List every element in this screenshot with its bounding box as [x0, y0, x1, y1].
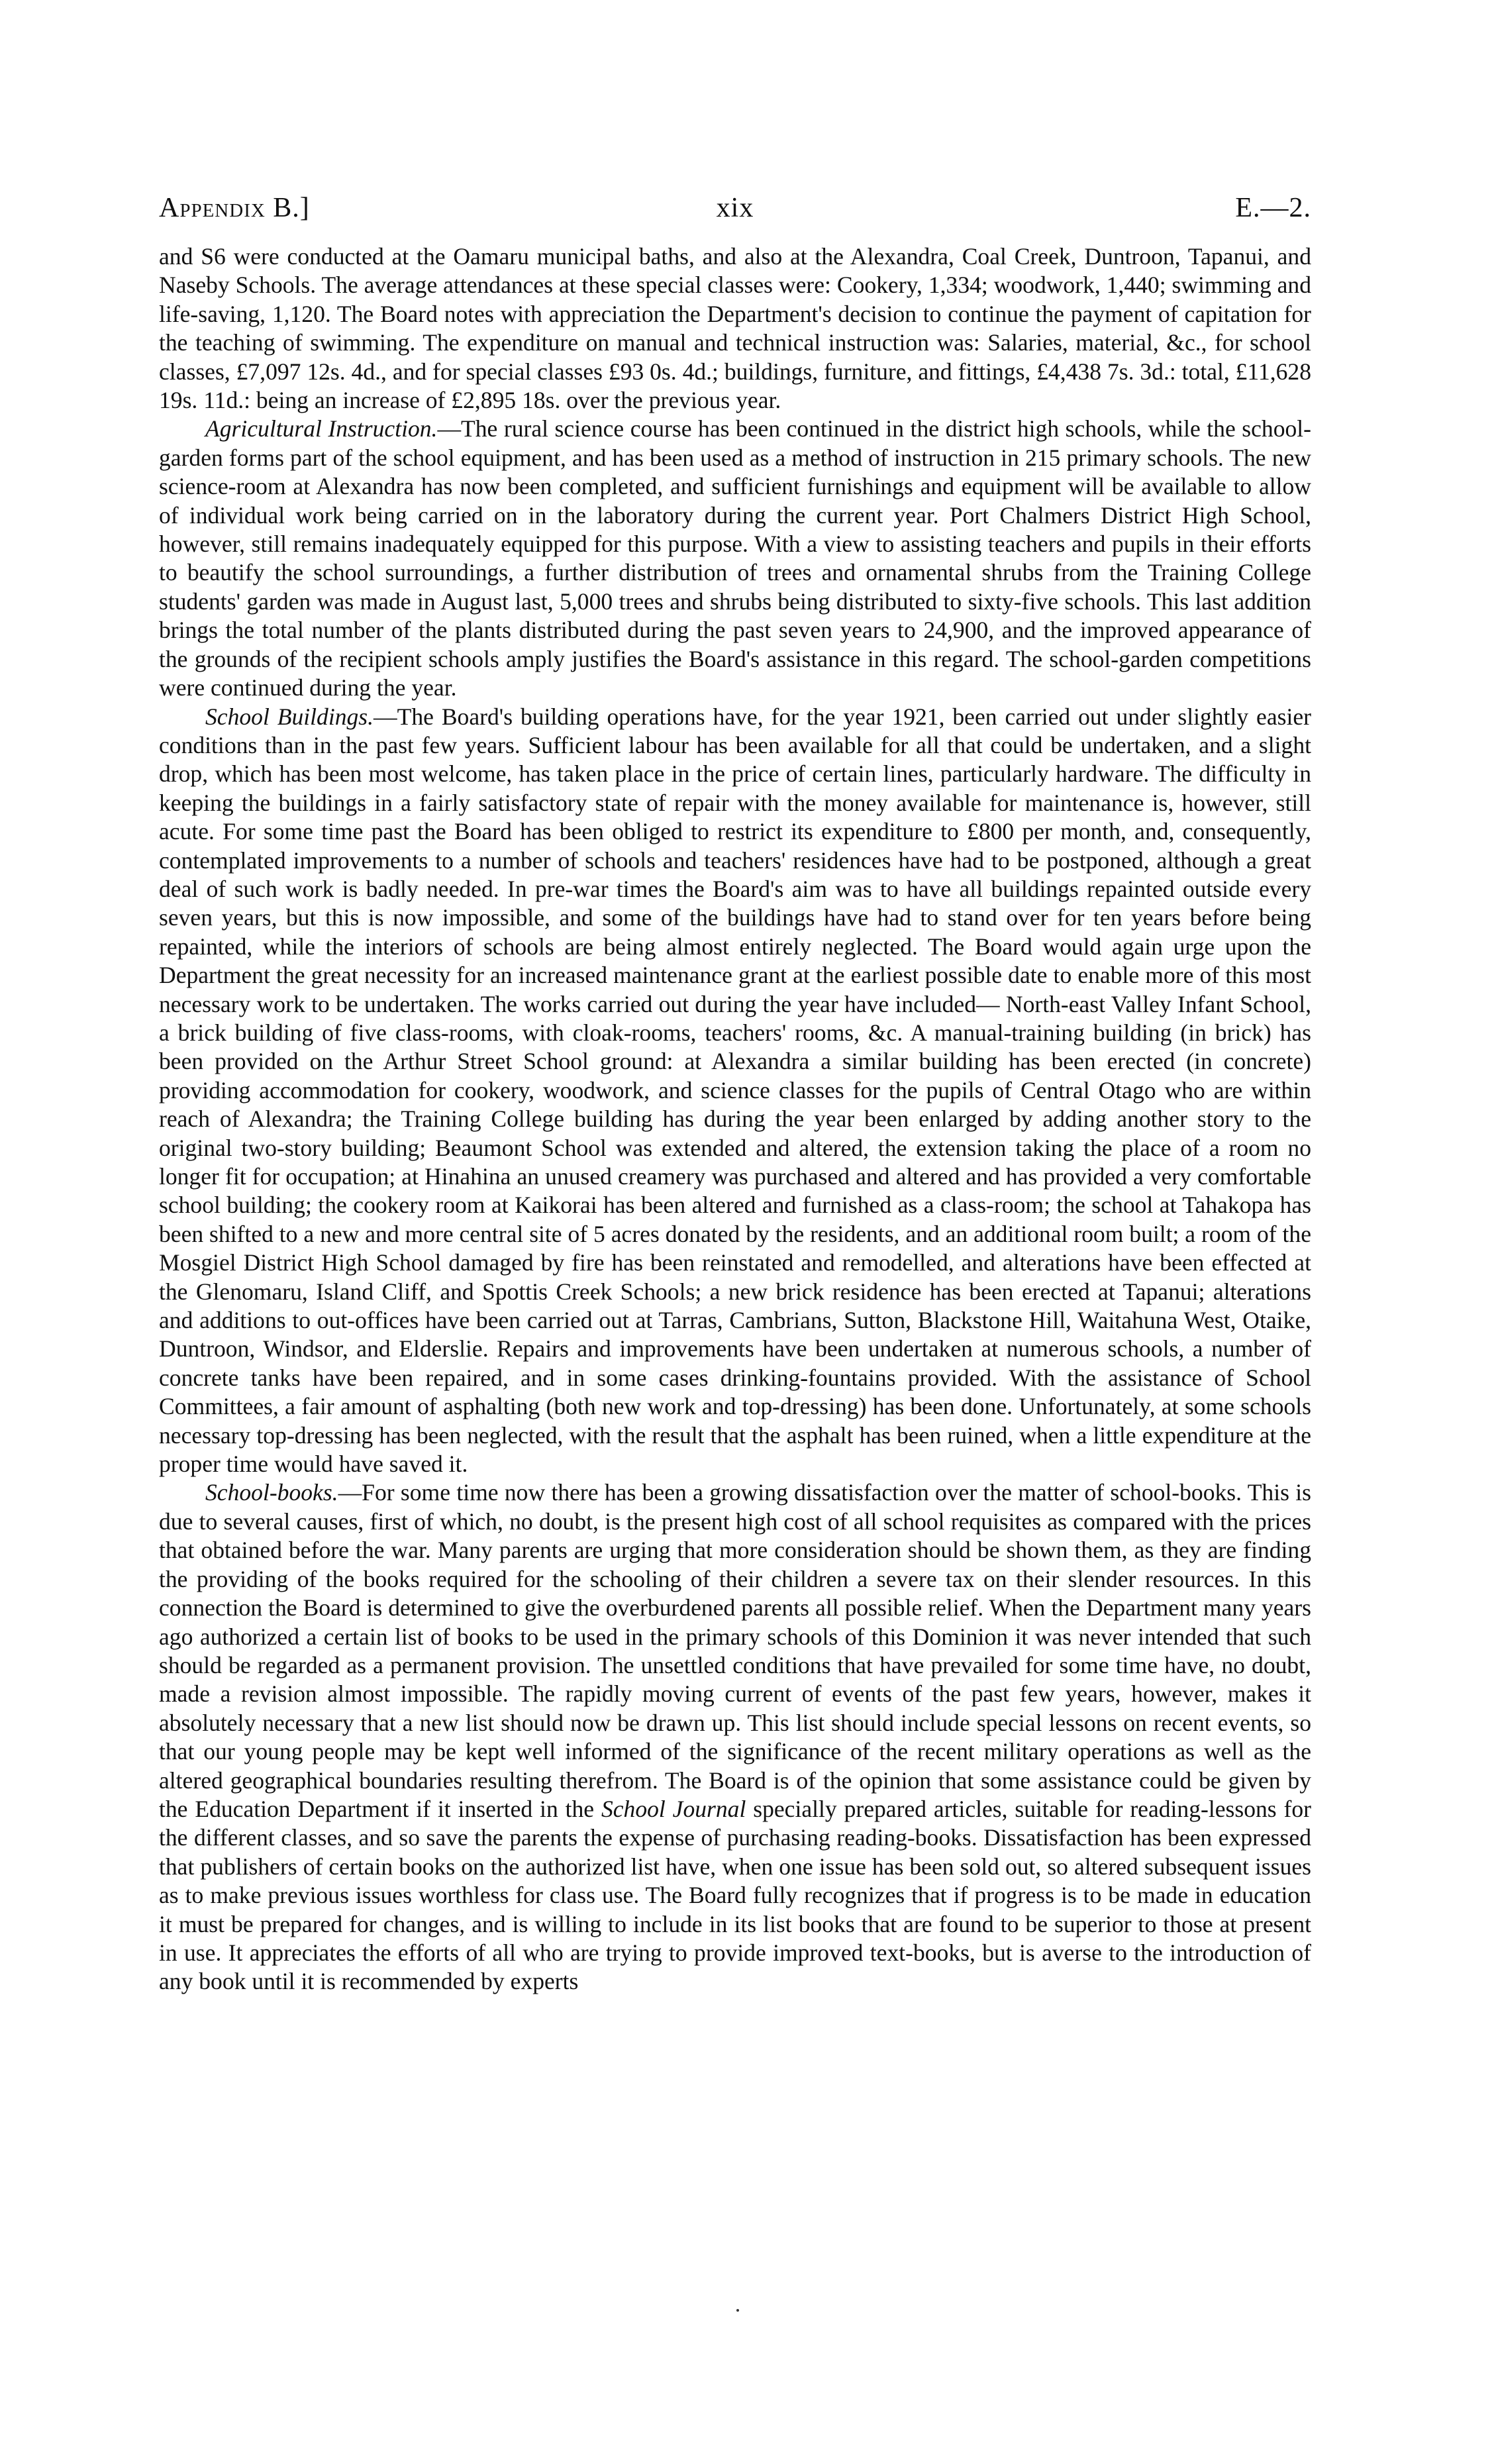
section-heading-books: School-books. [205, 1479, 338, 1506]
paragraph-text: —The Board's building operations have, for the year 1921, been carried out under slightly easier conditions than in the past few years. Sufficient labour has been available for all that could be undertaken, and a slight drop, which has been most welcome, has taken place in the price of certain lines, particularly hardware. The difficulty in keeping the buildings in a fairly satisfactory state of repair with the money available for maintenance is, however, still acute. For some time past the Board has been obliged to restrict its expenditure to £800 per month, and, consequently, contemplated improvements to a number of schools and teachers' residences have had to be postponed, although a great deal of such work is badly needed. In pre-war times the Board's aim was to have all buildings repainted outside every seven years, but this is now impossible, and some of the buildings have had to stand over for ten years before being repainted, while the interiors of schools are being almost entirely neglected. The Board would again urge upon the Department the great necessity for an increased maintenance grant at the earliest possible date to enable more of this most necessary work to be undertaken. The works carried out during the year have included— North-east Valley Infant School, a brick building of five class-rooms, with cloak-rooms, teachers' rooms, &c. A manual-training building (in brick) has been provided on the Arthur Street School ground: at Alexandra a similar building has been erected (in concrete) providing accommodation for cookery, woodwork, and science classes for the pupils of Central Otago who are within reach of Alexandra; the Training College building has during the year been enlarged by adding another story to the original two-story building; Beaumont School was extended and altered, the extension taking the place of a room no longer fit for occupation; at Hinahina an unused creamery was purchased and altered and has provided a very comfortable school building; the cookery room at Kaikorai has been altered and furnished as a class-room; the school at Tahakopa has been shifted to a new and more central site of 5 acres donated by the residents, and an additional room built; a room of the Mosgiel District High School damaged by fire has been reinstated and remodelled, and alterations have been effected at the Glenomaru, Island Cliff, and Spottis Creek Schools; a new brick residence has been erected at Tapanui; alterations and additions to out-offices have been carried out at Tarras, Cambrians, Sutton, Blackstone Hill, Waitahuna West, Otaike, Duntroon, Windsor, and Elderslie. Repairs and improvements have been undertaken at numerous schools, a number of concrete tanks have been repaired, and in some cases drinking-fountains provided. With the assistance of School Committees, a fair amount of asphalting (both new work and top-dressing) has been done. Unfortunately, at some schools necessary top-dressing has been neglected, with the result that the asphalt has been ruined, when a little expenditure at the proper time would have saved it. [159, 703, 1311, 1478]
header-document-code: E.—2. [1235, 193, 1311, 223]
body-text [159, 242, 1311, 1996]
paragraph-school-buildings [159, 703, 1311, 1479]
paragraph-text: specially prepared articles, suitable for reading-lessons for the different classes, and so save the parents the expense of purchasing reading-books. Dissatisfaction has been expressed that publishers of certain books on the authorized list have, when one issue has been sold out, so altered subsequent issues as to make previous issues worthless for class use. The Board fully recognizes that if progress is to be made in education it must be prepared for changes, and is willing to include in its list books that are found to be superior to those at present in use. It appreciates the efforts of all who are trying to provide improved text-books, but is averse to the introduction of any book until it is recommended by experts [159, 1795, 1312, 1995]
paragraph-text: and S6 were conducted at the Oamaru municipal baths, and also at the Alexandra, Coal Creek, Duntroon, Tapanui, and Naseby Schools. The average attendances at these special classes were: Cookery, 1,334; woodwork, 1,440; swimming and life-saving, 1,120. The Board notes with appreciation the Department's decision to continue the payment of capitation for the teaching of swimming. The expenditure on manual and technical instruction was: Salaries, material, &c., for school classes, £7,097 12s. 4d., and for special classes £93 0s. 4d.; buildings, furniture, and fittings, £4,438 7s. 3d.: total, £11,628 19s. 11d.: being an increase of £2,895 18s. over the previous year. [159, 243, 1311, 414]
journal-title: School Journal [601, 1795, 746, 1822]
header-page-number: xix [716, 193, 754, 223]
header-appendix-label: Appendix B.] [159, 193, 310, 223]
page-header [159, 192, 1311, 238]
paragraph-text: —The rural science course has been continued in the district high schools, while the school-garden forms part of the school equipment, and has been used as a method of instruction in 215 primary schools. The new science-room at Alexandra has now been completed, and sufficient furnishings and equipment will be available to allow of individual work being carried on in the laboratory during the current year. Port Chalmers District High School, however, still remains inadequately equipped for this purpose. With a view to assisting teachers and pupils in their efforts to beautify the school surroundings, a further distribution of trees and ornamental shrubs from the Training College students' garden was made in August last, 5,000 trees and shrubs being distributed to sixty-five schools. This last addition brings the total number of the plants distributed during the past seven years to 24,900, and the improved appearance of the grounds of the recipient schools amply justifies the Board's assistance in this regard. The school-garden competitions were continued during the year. [159, 415, 1312, 701]
paragraph-agricultural-instruction [159, 415, 1311, 702]
paragraph-text: —For some time now there has been a growing dissatisfaction over the matter of school-books. This is due to several causes, first of which, no doubt, is the present high cost of all school requisites as compared with the prices that obtained before the war. Many parents are urging that more consideration should be shown them, as they are finding the providing of the books required for the schooling of their children a severe tax on their slender resources. In this connection the Board is determined to give the overburdened parents all possible relief. When the Department many years ago authorized a certain list of books to be used in the primary schools of this Dominion it was never intended that such should be regarded as a permanent provision. The unsettled conditions that have prevailed for some time have, no doubt, made a revision almost impossible. The rapidly moving current of events of the past few years, however, makes it absolutely necessary that a new list should now be drawn up. This list should include special lessons on recent events, so that our young people may be kept well informed of the significance of the recent military operations as well as the altered geographical boundaries resulting therefrom. The Board is of the opinion that some assistance could be given by the Education Department if it inserted in the [159, 1479, 1311, 1822]
page [159, 192, 1311, 1996]
section-heading-buildings: School Buildings. [205, 703, 374, 730]
paragraph-manual-instruction [159, 242, 1311, 415]
section-heading-agricultural: Agricultural Instruction. [205, 415, 438, 442]
paragraph-school-books [159, 1478, 1311, 1996]
footer-dot [736, 2309, 739, 2312]
